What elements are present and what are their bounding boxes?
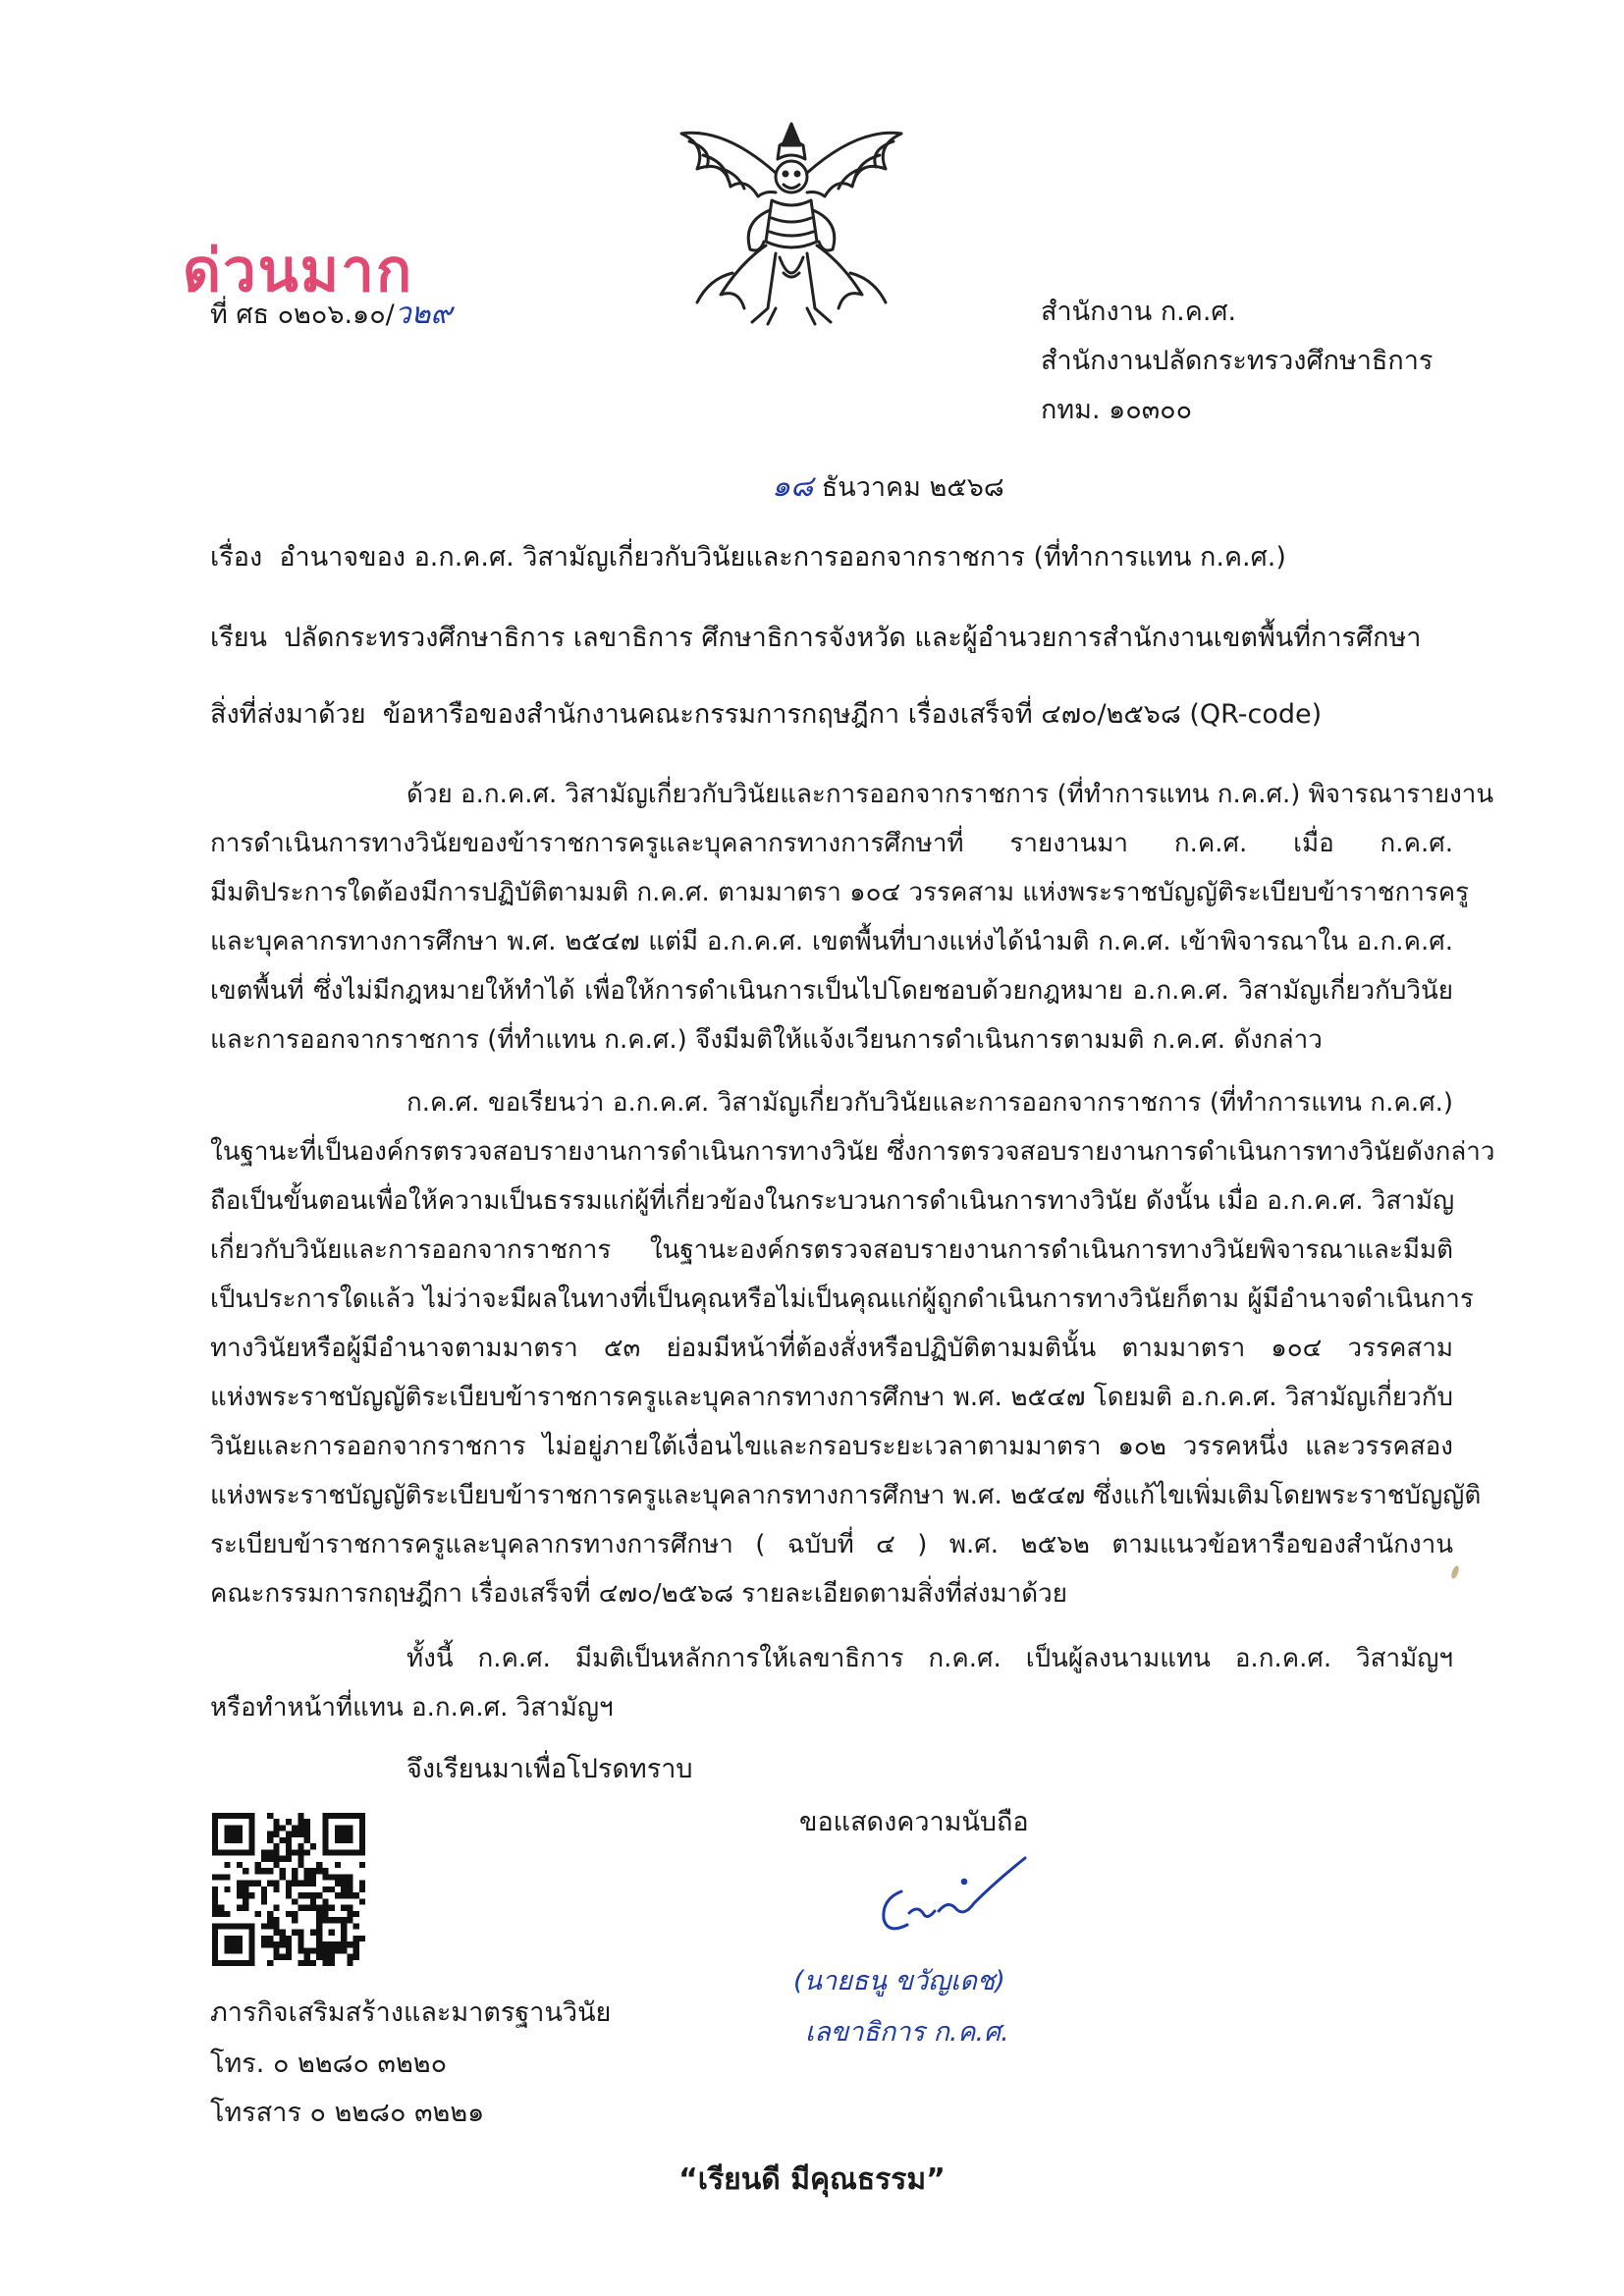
enclosure-line — [210, 699, 1322, 731]
sender-address-line-3: กทม. ๑๐๓๐๐ — [1041, 395, 1193, 425]
body-paragraph-3 — [210, 1634, 1453, 1732]
subject-label: เรื่อง — [210, 542, 263, 573]
garuda-emblem-icon — [674, 116, 909, 334]
subject-text: อำนาจของ อ.ก.ค.ศ. วิสามัญเกี่ยวกับวินัยและการออกจากราชการ (ที่ทำการแทน ก.ค.ศ.) — [279, 542, 1286, 573]
contact-phone: โทร. ๐ ๒๒๘๐ ๓๒๒๐ — [210, 2049, 448, 2079]
paragraph-line: ทางวินัยหรือผู้มีอำนาจตามมาตรา ๕๓ ย่อมมีหน้าที่ต้องสั่งหรือปฏิบัติตามมตินั้น ตามมาตรา ๑๐๔ วรรคสาม — [210, 1334, 1453, 1363]
paragraph-line: วินัยและการออกจากราชการ ไม่อยู่ภายใต้เงื่อนไขและกรอบระยะเวลาตามมาตรา ๑๐๒ วรรคหนึ่ง และวรรคสอง — [210, 1432, 1453, 1461]
paragraph-line: เป็นประการใดแล้ว ไม่ว่าจะมีผลในทางที่เป็นคุณหรือไม่เป็นคุณแก่ผู้ถูกดำเนินการทางวินัยก็ตาม ผู้มีอำนาจดำเนินการ — [210, 1285, 1474, 1314]
qr-code-icon[interactable] — [212, 1813, 365, 1966]
paragraph-line: แห่งพระราชบัญญัติระเบียบข้าราชการครูและบุคลากรทางการศึกษา พ.ศ. ๒๕๔๗ โดยมติ อ.ก.ค.ศ. วิสามัญเกี่ยวกับ — [210, 1383, 1453, 1412]
enclosure-label: สิ่งที่ส่งมาด้วย — [210, 699, 366, 730]
sender-address-line-1: สำนักงาน ก.ค.ศ. — [1041, 297, 1237, 327]
document-date — [772, 469, 1004, 505]
paragraph-line: และบุคลากรทางการศึกษา พ.ศ. ๒๕๔๗ แต่มี อ.ก.ค.ศ. เขตพื้นที่บางแห่งได้นำมติ ก.ค.ศ. เข้าพิจารณาใน อ.ก.ค.ศ. — [210, 927, 1453, 957]
paragraph-line: ในฐานะที่เป็นองค์กรตรวจสอบรายงานการดำเนินการทางวินัย ซึ่งการตรวจสอบรายงานการดำเนินการทางวินัยดังกล่าว — [210, 1137, 1495, 1167]
paragraph-line: หรือทำหน้าที่แทน อ.ก.ค.ศ. วิสามัญฯ — [210, 1693, 614, 1722]
paragraph-line: ระเบียบข้าราชการครูและบุคลากรทางการศึกษา ( ฉบับที่ ๔ ) พ.ศ. ๒๕๖๒ ตามแนวข้อหารือของสำนักงาน — [210, 1530, 1453, 1559]
paragraph-line: คณะกรรมการกฤษฎีกา เรื่องเสร็จที่ ๔๗๐/๒๕๖๘ รายละเอียดตามสิ่งที่ส่งมาด้วย — [210, 1579, 1067, 1609]
document-number-prefix: ที่ ศธ ๐๒๐๖.๑๐/ — [210, 300, 395, 330]
date-month-year: ธันวาคม ๒๕๖๘ — [821, 472, 1004, 503]
body-paragraph-2 — [210, 1078, 1495, 1618]
contact-fax: โทรสาร ๐ ๒๒๘๐ ๓๒๒๑ — [210, 2098, 485, 2128]
paragraph-line: ทั้งนี้ ก.ค.ศ. มีมติเป็นหลักการให้เลขาธิการ ก.ค.ศ. เป็นผู้ลงนามแทน อ.ก.ค.ศ. วิสามัญฯ — [406, 1644, 1453, 1673]
paragraph-line: ก.ค.ศ. ขอเรียนว่า อ.ก.ค.ศ. วิสามัญเกี่ยวกับวินัยและการออกจากราชการ (ที่ทำการแทน ก.ค.ศ.) — [406, 1088, 1453, 1118]
date-day-handwritten: ๑๘ — [772, 469, 814, 504]
salutation-text: ปลัดกระทรวงศึกษาธิการ เลขาธิการ ศึกษาธิการจังหวัด และผู้อำนวยการสำนักงานเขตพื้นที่การศึกษา — [284, 623, 1422, 653]
contact-unit: ภารกิจเสริมสร้างและมาตรฐานวินัย — [210, 1997, 612, 2028]
regards-line: ขอแสดงความนับถือ — [799, 1807, 1029, 1837]
paragraph-line: และการออกจากราชการ (ที่ทำแทน ก.ค.ศ.) จึงมีมติให้แจ้งเวียนการดำเนินการตามมติ ก.ค.ศ. ดังกล่าว — [210, 1025, 1323, 1055]
paragraph-line: ด้วย อ.ก.ค.ศ. วิสามัญเกี่ยวกับวินัยและการออกจากราชการ (ที่ทำการแทน ก.ค.ศ.) พิจารณารายงาน — [406, 780, 1494, 809]
paragraph-line: เกี่ยวกับวินัยและการออกจากราชการ ในฐานะองค์กรตรวจสอบรายงานการดำเนินการทางวินัยพิจารณาและมีมติ — [210, 1235, 1453, 1265]
paragraph-line: แห่งพระราชบัญญัติระเบียบข้าราชการครูและบุคลากรทางการศึกษา พ.ศ. ๒๕๔๗ ซึ่งแก้ไขเพิ่มเติมโดยพระราชบัญญัติ — [210, 1481, 1482, 1510]
paragraph-line: การดำเนินการทางวินัยของข้าราชการครูและบุคลากรทางการศึกษาที่ รายงานมา ก.ค.ศ. เมื่อ ก.ค.ศ. — [210, 829, 1453, 858]
salutation-line — [210, 623, 1421, 654]
handwritten-signature-icon — [858, 1852, 1055, 1960]
urgency-stamp: ด่วนมาก — [183, 237, 414, 305]
body-paragraph-1 — [210, 770, 1494, 1065]
paper-stain-mark — [1449, 1563, 1461, 1581]
enclosure-text: ข้อหารือของสำนักงานคณะกรรมการกฤษฎีกา เรื่องเสร็จที่ ๔๗๐/๒๕๖๘ (QR-code) — [382, 699, 1323, 730]
closing-line: จึงเรียนมาเพื่อโปรดทราบ — [406, 1754, 693, 1784]
document-number — [210, 297, 452, 332]
subject-line — [210, 542, 1286, 574]
salutation-label: เรียน — [210, 623, 268, 653]
paragraph-line: ถือเป็นขั้นตอนเพื่อให้ความเป็นธรรมแก่ผู้ที่เกี่ยวข้องในกระบวนการดำเนินการทางวินัย ดังนั้น เมื่อ อ.ก.ค.ศ. วิสามัญ — [210, 1186, 1455, 1216]
paragraph-line: เขตพื้นที่ ซึ่งไม่มีกฎหมายให้ทำได้ เพื่อให้การดำเนินการเป็นไปโดยชอบด้วยกฎหมาย อ.ก.ค.ศ. วิสามัญเกี่ยวกับวินัย — [210, 976, 1453, 1006]
signatory-name: (นายธนู ขวัญเดช) — [793, 1966, 1005, 1996]
sender-address-line-2: สำนักงานปลัดกระทรวงศึกษาธิการ — [1041, 346, 1434, 376]
paragraph-line: มีมติประการใดต้องมีการปฏิบัติตามมติ ก.ค.ศ. ตามมาตรา ๑๐๔ วรรคสาม แห่งพระราชบัญญัติระเบียบข้าราชการครู — [210, 878, 1470, 907]
document-number-handwritten: ว๒๙ — [394, 297, 453, 331]
signatory-position: เลขาธิการ ก.ค.ศ. — [805, 2017, 1009, 2048]
motto-slogan: “เรียนดี มีคุณธรรม” — [678, 2162, 946, 2197]
